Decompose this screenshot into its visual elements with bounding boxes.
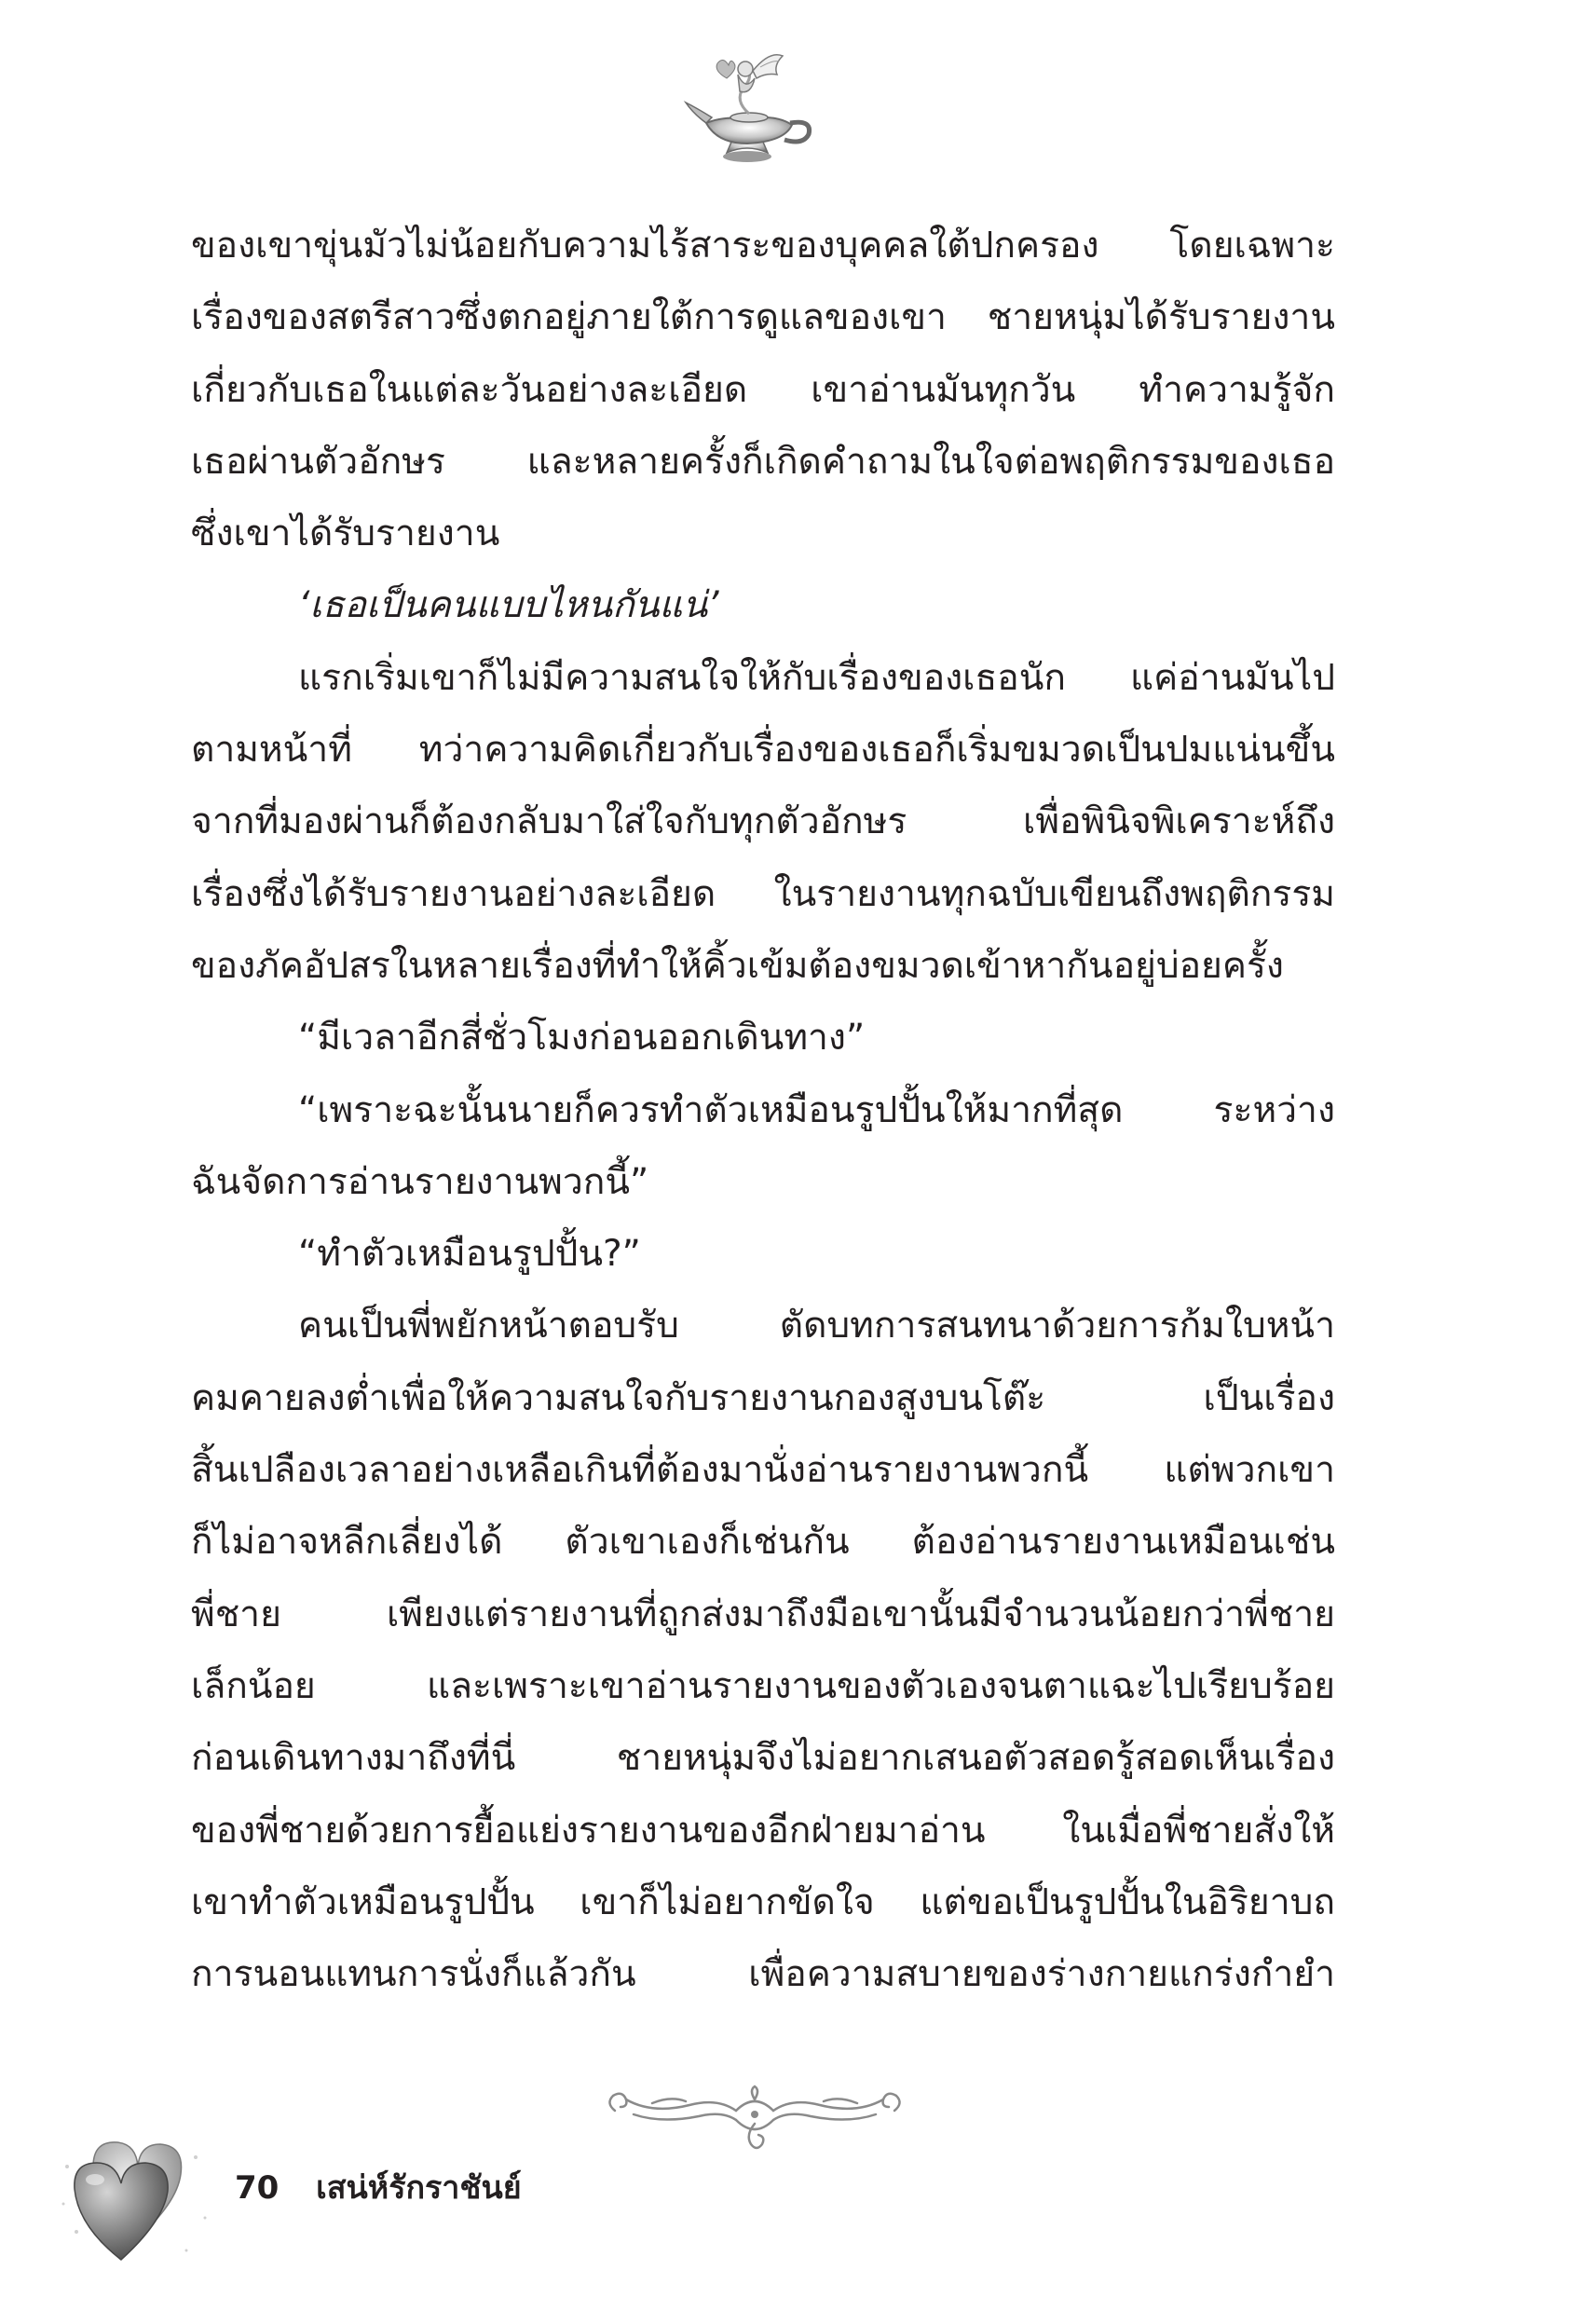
book-title: เสน่ห์รักราชันย์: [316, 2169, 522, 2207]
body-text: [191, 210, 1335, 2010]
text-line: “มีเวลาอีกสี่ชั่วโมงก่อนออกเดินทาง”: [298, 1017, 866, 1060]
cupid-magic-lamp-icon: [680, 47, 820, 168]
text-line: เล็กน้อย และเพราะเขาอ่านรายงานของตัวเองจนตาแฉะไปเรียบร้อย: [191, 1664, 1335, 1707]
twin-hearts-icon: [56, 2129, 214, 2269]
text-line: ‘เธอเป็นคนแบบไหนกันแน่’: [298, 584, 719, 627]
text-line: “เพราะฉะนั้นนายก็ควรทำตัวเหมือนรูปปั้นให้มากที่สุด ระหว่าง: [298, 1088, 1335, 1131]
text-line: “ทำตัวเหมือนรูปปั้น?”: [298, 1233, 641, 1276]
text-line: ของพี่ชายด้วยการยื้อแย่งรายงานของอีกฝ่ายมาอ่าน ในเมื่อพี่ชายสั่งให้: [191, 1809, 1335, 1852]
text-line: ฉันจัดการอ่านรายงานพวกนี้”: [191, 1160, 649, 1203]
scroll-flourish-icon: [596, 2083, 913, 2157]
text-line: แรกเริ่มเขาก็ไม่มีความสนใจให้กับเรื่องของเธอนัก แค่อ่านมันไป: [298, 656, 1335, 699]
page-number: 70: [235, 2169, 280, 2207]
text-line: ก่อนเดินทางมาถึงที่นี่ ชายหนุ่มจึงไม่อยากเสนอตัวสอดรู้สอดเห็นเรื่อง: [191, 1737, 1335, 1780]
text-line: ตามหน้าที่ ทว่าความคิดเกี่ยวกับเรื่องของเธอก็เริ่มขมวดเป็นปมแน่นขึ้น: [191, 729, 1335, 772]
page-footer: [235, 2162, 522, 2212]
text-line: เรื่องซึ่งได้รับรายงานอย่างละเอียด ในรายงานทุกฉบับเขียนถึงพฤติกรรม: [191, 872, 1335, 915]
text-line: เกี่ยวกับเธอในแต่ละวันอย่างละเอียด เขาอ่านมันทุกวัน ทำความรู้จัก: [191, 368, 1335, 411]
text-line: เรื่องของสตรีสาวซึ่งตกอยู่ภายใต้การดูแลของเขา ชายหนุ่มได้รับรายงาน: [191, 296, 1335, 339]
text-line: เธอผ่านตัวอักษร และหลายครั้งก็เกิดคำถามในใจต่อพฤติกรรมของเธอ: [191, 440, 1335, 483]
text-line: พี่ชาย เพียงแต่รายงานที่ถูกส่งมาถึงมือเขานั้นมีจำนวนน้อยกว่าพี่ชาย: [191, 1593, 1335, 1635]
text-line: ซึ่งเขาได้รับรายงาน: [191, 513, 500, 555]
text-line: ของภัคอัปสรในหลายเรื่องที่ทำให้คิ้วเข้มต้องขมวดเข้าหากันอยู่บ่อยครั้ง: [191, 944, 1284, 987]
text-line: สิ้นเปลืองเวลาอย่างเหลือเกินที่ต้องมานั่งอ่านรายงานพวกนี้ แต่พวกเขา: [191, 1449, 1335, 1492]
text-line: ก็ไม่อาจหลีกเลี่ยงได้ ตัวเขาเองก็เช่นกัน ต้องอ่านรายงานเหมือนเช่น: [191, 1521, 1335, 1564]
text-line: เขาทำตัวเหมือนรูปปั้น เขาก็ไม่อยากขัดใจ แต่ขอเป็นรูปปั้นในอิริยาบถ: [191, 1880, 1335, 1923]
text-line: ของเขาขุ่นมัวไม่น้อยกับความไร้สาระของบุคคลใต้ปกครอง โดยเฉพาะ: [191, 225, 1335, 267]
text-line: คนเป็นพี่พยักหน้าตอบรับ ตัดบทการสนทนาด้วยการก้มใบหน้า: [298, 1305, 1335, 1347]
text-line: การนอนแทนการนั่งก็แล้วกัน เพื่อความสบายของร่างกายแกร่งกำยำ: [191, 1953, 1335, 1996]
text-line: คมคายลงต่ำเพื่อให้ความสนใจกับรายงานกองสูงบนโต๊ะ เป็นเรื่อง: [191, 1376, 1335, 1419]
text-line: จากที่มองผ่านก็ต้องกลับมาใส่ใจกับทุกตัวอักษร เพื่อพินิจพิเคราะห์ถึง: [191, 800, 1335, 843]
